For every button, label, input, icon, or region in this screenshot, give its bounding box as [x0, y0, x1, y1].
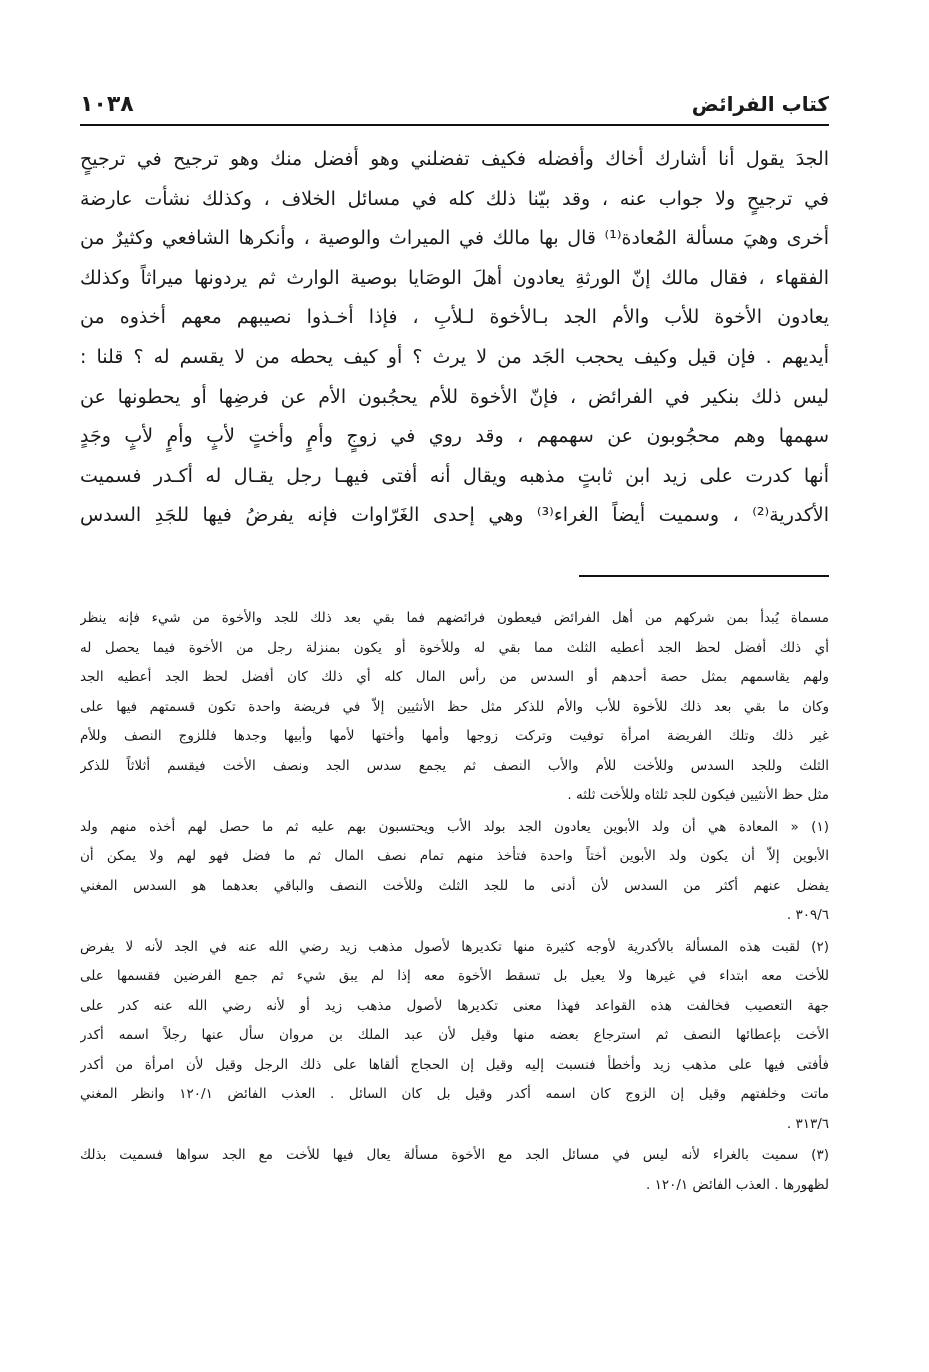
- main-text-line: الجدَ يقول أنا أشارك أخاك وأفضله فكيف تفضلني وهو أفضل منك وهو ترجيح في ترجيحٍ: [80, 148, 829, 170]
- footnote-separator: [579, 575, 829, 577]
- main-text-line: أنها كدرت على زيد ابن ثابتٍ مذهبه ويقال أنه أفتى فيهـا رجل يقـال له أكـدر فسميت: [80, 464, 829, 487]
- footnote-line: أي ذلك أفضل لحظ الجد أعطيه الثلث مما بقي له وللأخوة أو يكون بمنزلة رجل من الأخوة فيما يحصل له: [80, 639, 829, 656]
- footnote-line: غير ذلك وتلك الفريضة امرأة توفيت وتركت زوجها وأمها وأختها لأمها وأبيها وجدها فللزوج النصف وللأم: [80, 728, 829, 744]
- footnote-line: ولهم يقاسمهم بمثل حصة أحدهم أو السدس من رأس المال كله أي ذلك كان أفضل لحظ الجد أعطيه الجد: [80, 669, 829, 685]
- footnote-line: للأخت معه ابتداء في غيرها ولا يعيل بل تسقط الأخوة معه إذا لم يبق شيء ثم جمع الفرضين فقسمها على: [80, 968, 829, 984]
- footnote-2: [80, 933, 829, 1140]
- main-text-line: في ترجيحٍ ولا جواب عنه ، وقد بيّنا ذلك كله في مسائل الخلاف ، وكذلك نشأت عارضة: [80, 187, 829, 210]
- footnote-line: فأفتى فيها على مذهب زيد وأخطأ فنسبت إليه وقيل إن الحجاج ألقاها على ذلك الرجل وقيل لأن امرأة من أكدر: [80, 1056, 829, 1073]
- footnote-line: لظهورها . العذب الفائض ١٢٠/١ .: [645, 1176, 829, 1193]
- footnote-line: (٢) لقبت هذه المسألة بالأكدرية لأوجه كثيرة منها تكديرها لأصول مذهب زيد رضي الله عنه في الجد لأنه لا يفرض: [80, 938, 829, 955]
- footnotes: [80, 604, 829, 1200]
- footnote-line: (١) « المعادة هي أن ولد الأبوين يعادون الجد بولد الأب ويحتسبون بهم عليه ثم ما حصل لهم أخذه منهم ولد: [80, 818, 829, 835]
- main-text: [80, 140, 829, 536]
- footnote-line: الأبوين إلاّ أن يكون ولد الأبوين أختاً واحدة فتأخذ منهم تمام نصف المال ثم ما فضل فهو لهم ولا يمكن أن: [80, 848, 829, 864]
- footnote-line: الأخت بإعطائها النصف ثم استرجاع بعضه منها وقيل لأن عبد الملك بن مروان سأل عنها رجلاً اسمه أكدر: [80, 1027, 829, 1043]
- main-text-line: يعادون الأخوة للأب والأم الجد بـالأخوة لـلأبِ ، فإذا أخـذوا نصيبهم معهم أخذوه من: [80, 306, 829, 329]
- main-text-line: أيديهم . فإن قيل وكيف يحجب الجَد من لا يرث ؟ أو كيف يحطه من لا يقسم له ؟ قلنا :: [80, 345, 829, 368]
- main-text-line: أخرى وهيَ مسألة المُعادة⁽¹⁾ قال بها مالك في الميراث والوصية ، وأنكرها الشافعي وكثيرٌ من: [80, 227, 829, 250]
- footnote-line: جهة التعصيب فخالفت هذه القواعد فهذا معنى تكديرها لأصول مذهب زيد أو لأنه رضي الله عنه كدر على: [80, 997, 829, 1014]
- footnote-line: وكان ما بقي بعد ذلك للأخوة للأب والأم للذكر مثل حظ الأنثيين إلاّ في فريضة واحدة تكون قسمتهم فيها على: [80, 698, 829, 715]
- main-text-line: الفقهاء ، فقال مالك إنّ الورثةِ يعادون أهلَ الوصَايا بوصية الوارث ثم يردونها ميراثاً وكذلك: [80, 266, 829, 289]
- main-text-line: سهمها وهم محجُوبون عن سهمهم ، وقد روي في زوجٍ وأمٍ وأختٍ لأبٍ وأمٍ لأبٍ وجَدٍ: [80, 425, 829, 448]
- footnote-line: ٣١٣/٦ .: [786, 1115, 829, 1132]
- footnote-1: [80, 813, 829, 931]
- footnote-line: الثلث وللجد السدس وللأخت للأم والأب النصف ثم يجمع سدس الجد ونصف الأخت فيقسم أثلاثاً للذكر: [80, 757, 829, 774]
- header-rule: [80, 124, 829, 126]
- footnote-line: (٣) سميت بالغراء لأنه ليس في مسائل الجد مع الأخوة مسألة يعال فيها للأخت مع الجد سواها فسميت بذلك: [80, 1147, 829, 1163]
- main-text-line: ليس ذلك بنكير في الفرائض ، فإنّ الأخوة للأم يحجُبون الأم عن فرضِها أو يحطونها عن: [80, 385, 829, 408]
- footnote-line: ماتت وخلفتهم وقيل إن الزوج كان اسمه أكدر وقيل بل كان السائل . العذب الفائض ١٢٠/١ وانظر المغني: [80, 1086, 829, 1102]
- footnote-3: [80, 1141, 829, 1200]
- footnote-line: يفضل عنهم أكثر من السدس لأن أدنى ما للجد الثلث وللأخت النصف والباقي بعدهما هو السدس المغني: [80, 877, 829, 894]
- page-header: [80, 86, 829, 122]
- footnote-continuation: [80, 604, 829, 811]
- running-title: كتاب الفرائض: [691, 92, 829, 116]
- footnote-line: ٣٠٩/٦ .: [786, 907, 829, 923]
- page-number: ١٠٣٨: [80, 91, 134, 117]
- main-text-line: الأكدرية⁽²⁾ ، وسميت أيضاً الغراء⁽³⁾ وهي إحدى الغَرّاوات فإنه يفرضُ فيها للجَدِ السدس: [80, 504, 829, 527]
- footnote-line: مثل حظ الأنثيين فيكون للجد ثلثاه وللأخت ثلثه .: [567, 787, 829, 803]
- footnote-line: مسماة يُبدأ بمن شركهم من أهل الفرائض فيعطون فرائضهم فما بقي بعد ذلك للجد والأخوة من شيء فإنه ينظر: [80, 610, 829, 626]
